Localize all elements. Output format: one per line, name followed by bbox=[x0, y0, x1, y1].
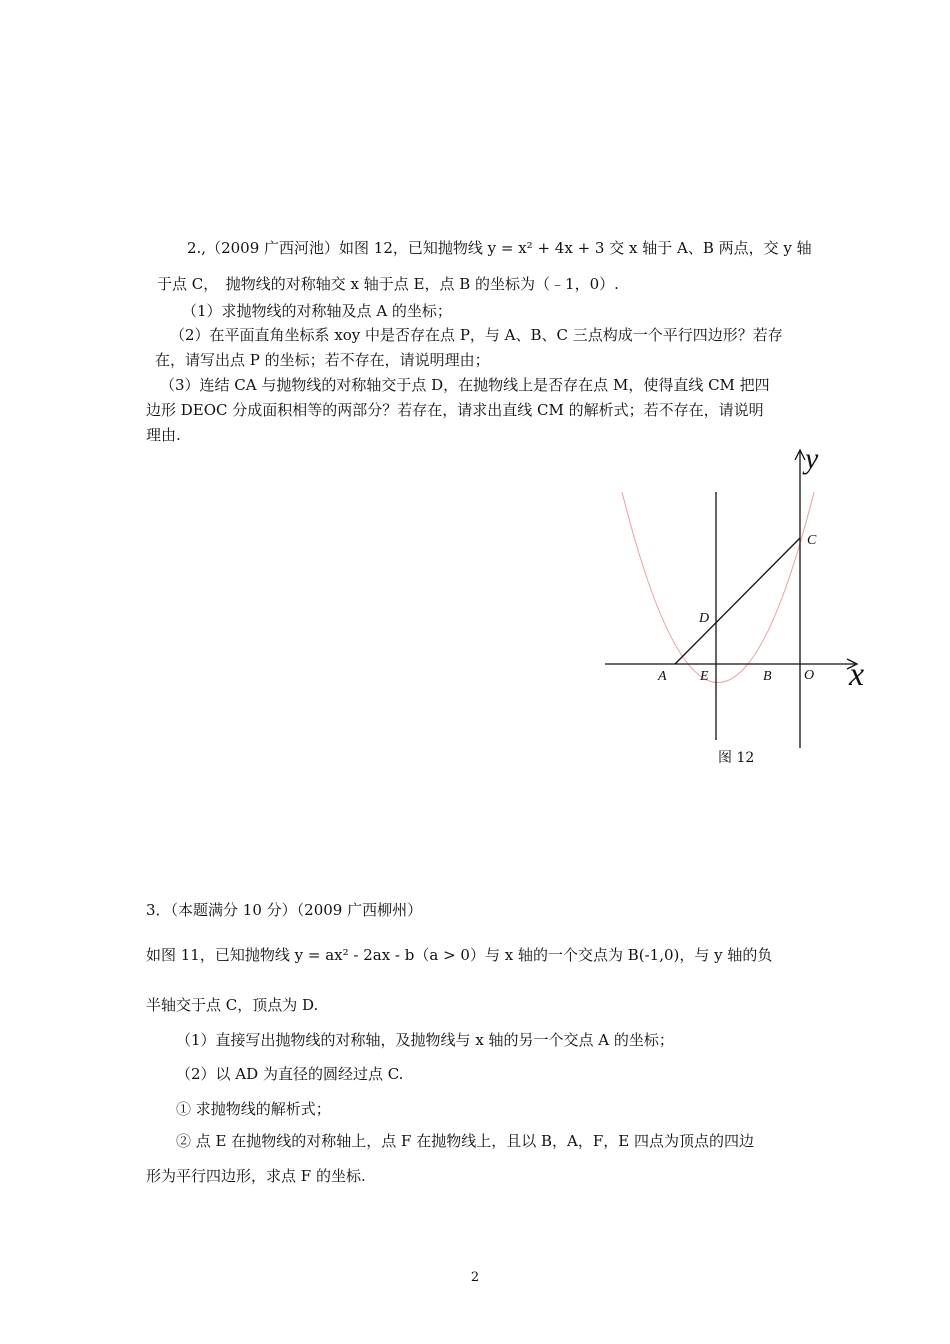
label-d: D bbox=[699, 611, 710, 626]
label-x: x bbox=[849, 656, 865, 693]
label-a: A bbox=[658, 669, 667, 684]
problem3-question2: （2）以 AD 为直径的圆经过点 C. bbox=[176, 1065, 404, 1083]
figure-12 bbox=[595, 440, 885, 770]
page-number: 2 bbox=[470, 1270, 480, 1285]
problem2-line1: 2.,（2009 广西河池）如图 12，已知抛物线 y = x² + 4x + 3 交 x 轴于 A、B 两点，交 y 轴 bbox=[187, 239, 812, 257]
problem3-line1: 如图 11，已知抛物线 y = ax² - 2ax - b（a > 0）与 x 轴的一个交点为 B(-1,0)，与 y 轴的负 bbox=[146, 946, 773, 964]
problem3-question2-part2-line1: ② 点 E 在抛物线的对称轴上，点 F 在抛物线上，且以 B，A，F，E 四点为顶点的四边 bbox=[176, 1132, 754, 1150]
label-c: C bbox=[807, 533, 817, 548]
label-b: B bbox=[763, 669, 772, 684]
problem2-question2-line1: （2）在平面直角坐标系 xoy 中是否存在点 P，与 A、B、C 三点构成一个平行四边形？若存 bbox=[170, 326, 783, 344]
label-o: O bbox=[804, 668, 815, 683]
problem2-question1: （1）求抛物线的对称轴及点 A 的坐标； bbox=[182, 302, 452, 320]
problem2-line2: 于点 C， 抛物线的对称轴交 x 轴于点 E，点 B 的坐标为（﹣1，0）. bbox=[157, 275, 619, 293]
problem3-question2-part1: ① 求抛物线的解析式； bbox=[176, 1100, 331, 1118]
problem3-question2-part2-line2: 形为平行四边形，求点 F 的坐标. bbox=[146, 1167, 366, 1185]
parabola-curve bbox=[622, 492, 814, 683]
figure-12-graph bbox=[595, 440, 885, 770]
problem2-question2-line2: 在，请写出点 P 的坐标；若不存在，请说明理由； bbox=[155, 351, 490, 369]
problem3-question1: （1）直接写出抛物线的对称轴，及抛物线与 x 轴的另一个交点 A 的坐标； bbox=[176, 1031, 674, 1049]
label-y: y bbox=[805, 442, 819, 475]
figure-caption: 图 12 bbox=[718, 750, 755, 766]
problem2-question3-line3: 理由. bbox=[146, 426, 181, 444]
label-e: E bbox=[700, 669, 709, 684]
problem3-header: 3．（本题满分 10 分）（2009 广西柳州） bbox=[146, 901, 423, 919]
problem2-question3-line1: （3）连结 CA 与抛物线的对称轴交于点 D，在抛物线上是否存在点 M，使得直线 CM 把四 bbox=[160, 376, 770, 394]
problem3-line2: 半轴交于点 C，顶点为 D. bbox=[146, 996, 319, 1014]
problem2-question3-line2: 边形 DEOC 分成面积相等的两部分？若存在，请求出直线 CM 的解析式；若不存在，请说明 bbox=[146, 401, 764, 419]
